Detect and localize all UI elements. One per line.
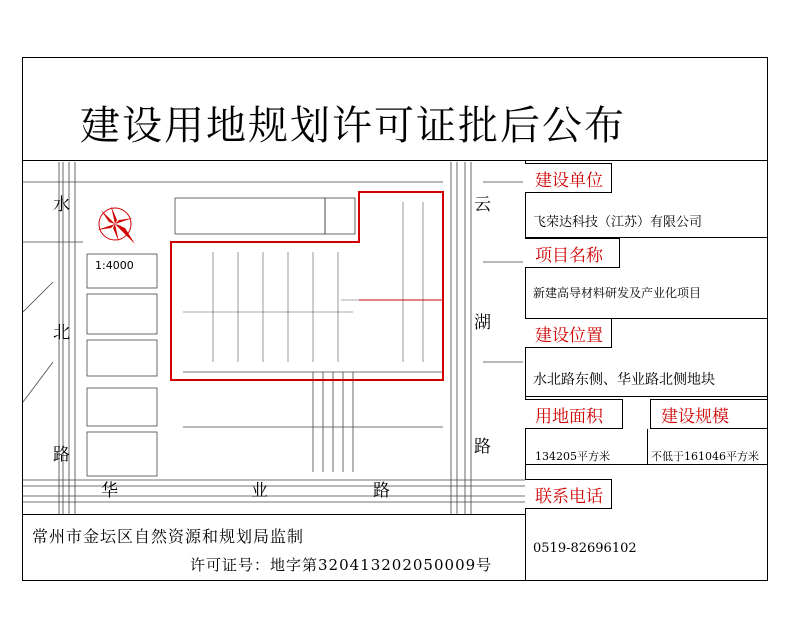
permit-number: 许可证号：地字第320413202050009号 bbox=[190, 556, 493, 574]
road-label: 湖 bbox=[474, 313, 491, 333]
road-label: 路 bbox=[53, 445, 70, 465]
road-label: 水 bbox=[53, 195, 70, 215]
row-divider bbox=[525, 464, 768, 465]
road-label: 业 bbox=[251, 481, 268, 501]
panel-divider bbox=[525, 161, 526, 581]
supervisor-text: 常州市金坛区自然资源和规划局监制 bbox=[32, 527, 305, 546]
scale-value: 不低于161046平方米 bbox=[651, 450, 759, 463]
road-label: 云 bbox=[474, 195, 491, 215]
site-boundary bbox=[171, 192, 443, 380]
location-label: 建设位置 bbox=[525, 318, 612, 348]
map-scale: 1:4000 bbox=[95, 259, 134, 272]
north-arrow-icon bbox=[97, 206, 135, 244]
phone-label: 联系电话 bbox=[525, 479, 612, 509]
area-label: 用地面积 bbox=[525, 399, 623, 429]
notice-title: 建设用地规划许可证批后公布 bbox=[80, 103, 626, 149]
road-label: 华 bbox=[101, 481, 118, 501]
title-divider bbox=[22, 160, 768, 161]
road-label: 北 bbox=[53, 323, 70, 343]
row-divider bbox=[525, 396, 768, 397]
phone-value: 0519-82696102 bbox=[533, 541, 637, 556]
site-map bbox=[23, 162, 525, 514]
unit-label: 建设单位 bbox=[525, 163, 612, 193]
area-value: 134205平方米 bbox=[535, 450, 610, 463]
site-map-drawing bbox=[23, 162, 525, 514]
location-value: 水北路东侧、华业路北侧地块 bbox=[533, 372, 715, 388]
unit-value: 飞荣达科技（江苏）有限公司 bbox=[533, 215, 703, 230]
project-value: 新建高导材料研发及产业化项目 bbox=[533, 286, 702, 300]
road-label: 路 bbox=[474, 437, 491, 457]
column-divider bbox=[647, 429, 648, 464]
footer-divider bbox=[22, 514, 525, 515]
scale-label: 建设规模 bbox=[650, 399, 768, 429]
road-label: 路 bbox=[373, 481, 390, 501]
project-label: 项目名称 bbox=[525, 238, 620, 268]
